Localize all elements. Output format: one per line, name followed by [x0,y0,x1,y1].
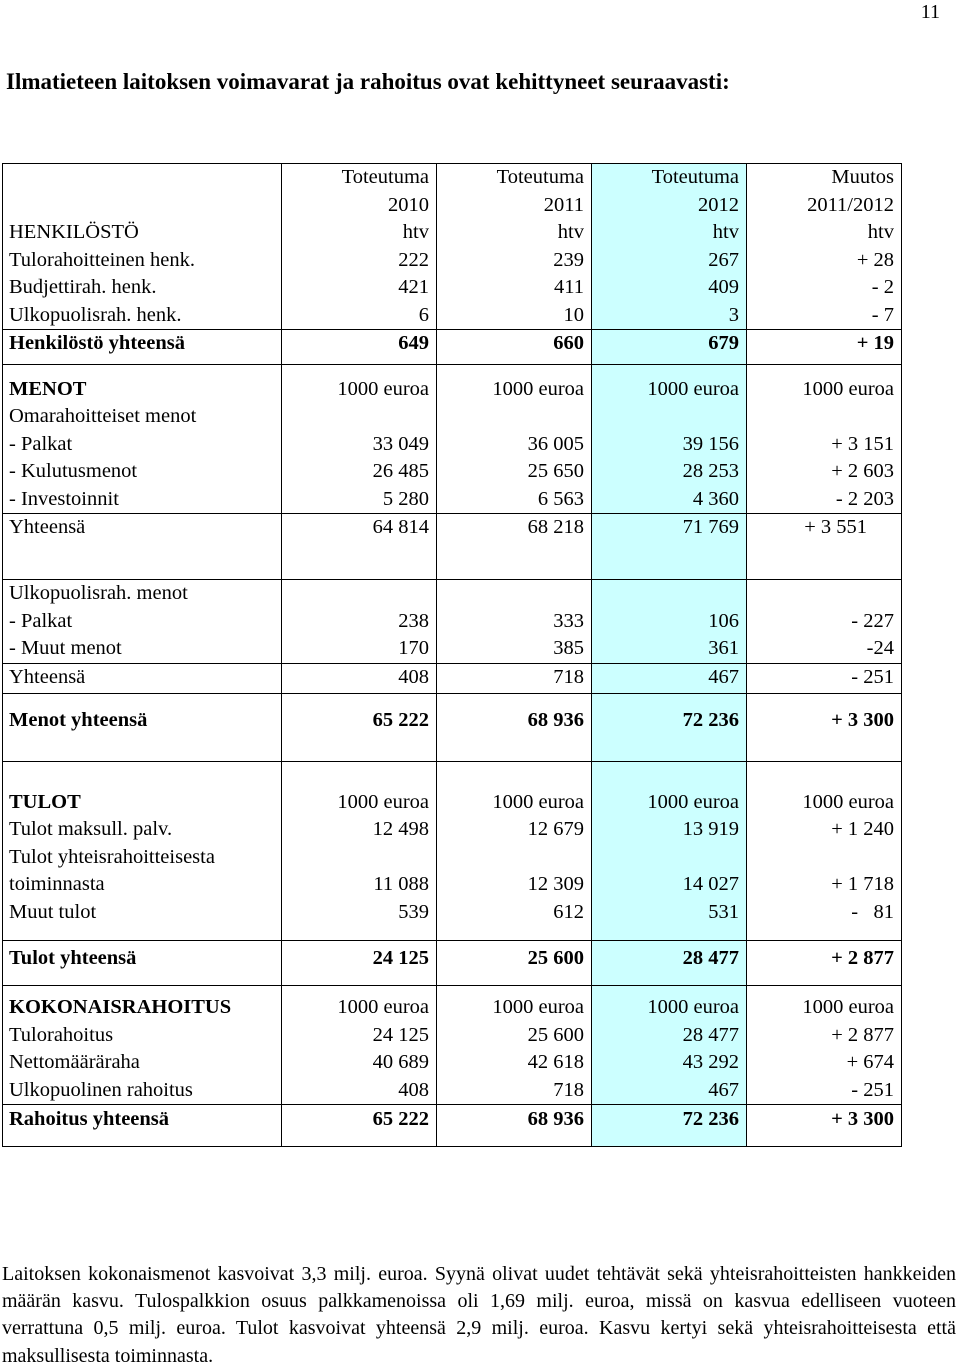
value-cell: 39 156 [682,432,739,455]
section-menot-ext [3,580,902,664]
row-label: - Investoinnit [9,487,119,510]
finance-table-container [2,163,902,1147]
unit-cell: 1000 euroa [337,790,429,813]
value-cell: + 1 240 [831,818,894,840]
tulot-total-label: Tulot yhteensä [3,941,282,986]
menot-ext-col-2011 [437,580,592,664]
row-label: Nettomääräraha [9,1051,140,1073]
value-cell: 6 563 [537,487,584,510]
unit-cell: 1000 euroa [647,377,739,400]
unit-cell: 1000 euroa [492,790,584,813]
value-cell: + 1 718 [831,873,894,895]
column-header-line1: Toteutuma [651,166,739,188]
finance-table [2,163,902,1147]
value-cell: 467 [708,1078,739,1101]
row-label: Tulot maksull. palv. [9,818,173,840]
value-cell: - 81 [851,900,894,923]
value-cell: 10 [563,303,584,326]
value-cell: + 674 [846,1051,894,1073]
section-henkilosto [3,164,902,330]
value-cell: 12 498 [372,818,429,840]
section-tulot [3,761,902,941]
menot-ext-col-2010 [282,580,437,664]
tulot-col-2010 [282,761,437,941]
rahoitus-labels [3,986,282,1105]
tulot-col-2012 [592,761,747,941]
page-title: Ilmatieteen laitoksen voimavarat ja rahoitus ovat kehittyneet seuraavasti: [6,69,730,94]
section-rahoitus [3,986,902,1105]
rahoitus-total-label: Rahoitus yhteensä [3,1105,282,1147]
column-header-line2: 2011/2012 [807,193,894,216]
value-cell: 5 280 [382,487,429,510]
value-cell: 6 [418,303,429,326]
rahoitus-col-2012 [592,986,747,1105]
value-cell: -24 [866,637,894,659]
row-menot-own-total [3,514,902,580]
row-label: - Palkat [9,432,73,455]
henkilosto-col-2011 [437,164,592,330]
value-cell: 267 [708,248,739,271]
value-cell: 11 088 [373,873,429,895]
total-cell: 25 600 [437,941,592,986]
value-cell: 539 [398,900,429,923]
unit-cell: 1000 euroa [337,996,429,1018]
value-cell: 718 [553,1078,584,1101]
total-cell: - 251 [747,663,902,693]
value-cell: 238 [398,609,429,632]
unit-cell: htv [402,221,429,243]
value-cell: - 227 [851,609,894,632]
row-label: Budjettirah. henk. [9,276,157,298]
total-cell: + 2 877 [747,941,902,986]
henkilosto-col-2010 [282,164,437,330]
value-cell: 361 [708,637,739,659]
value-cell: 408 [398,1078,429,1101]
menot-ext-labels [3,580,282,664]
value-cell: 25 600 [527,1023,584,1046]
row-label: Muut tulot [9,900,97,923]
menot-ext-col-change [747,580,902,664]
value-cell: 409 [708,276,739,298]
total-cell: 71 769 [592,514,747,580]
henkilosto-total-label: Henkilöstö yhteensä [3,330,282,365]
menot-own-col-change [747,364,902,514]
value-cell: 24 125 [372,1023,429,1046]
column-header-line2: 2010 [388,193,429,216]
row-label: Tulot yhteisrahoitteisesta [9,845,215,868]
henkilosto-col-2012 [592,164,747,330]
value-cell: 385 [553,637,584,659]
unit-cell: 1000 euroa [802,996,894,1018]
value-cell: 12 679 [527,818,584,840]
unit-cell: 1000 euroa [492,377,584,400]
henkilosto-labels [3,164,282,330]
total-cell: + 3 551 [747,514,902,580]
row-tulot-total [3,941,902,986]
value-cell: 25 650 [527,460,584,482]
value-cell: 531 [708,900,739,923]
value-cell: 26 485 [372,460,429,482]
total-cell: 68 936 [437,1105,592,1147]
value-cell: + 2 877 [831,1023,894,1046]
unit-cell: 1000 euroa [492,996,584,1018]
value-cell: 33 049 [372,432,429,455]
rahoitus-col-change [747,986,902,1105]
value-cell: 333 [553,609,584,632]
total-cell: 24 125 [282,941,437,986]
row-label: - Palkat [9,609,73,632]
row-label: - Kulutusmenot [9,460,138,482]
henkilosto-col-change [747,164,902,330]
row-label: Ulkopuolisrah. henk. [9,303,182,326]
value-cell: - 2 203 [835,487,894,510]
value-cell: 3 [728,303,739,326]
value-cell: 106 [708,609,739,632]
menot-own-labels [3,364,282,514]
total-cell: 72 236 [592,693,747,761]
value-cell: 36 005 [527,432,584,455]
tulot-col-2011 [437,761,592,941]
row-label: Tulorahoitus [9,1023,114,1046]
tulot-heading-label: TULOT [9,790,81,813]
value-cell: 28 477 [682,1023,739,1046]
value-cell: 612 [553,900,584,923]
total-cell: + 19 [747,330,902,365]
total-cell: 718 [437,663,592,693]
page-number: 11 [920,1,940,23]
total-cell: + 3 300 [747,693,902,761]
row-menot-ext-total [3,663,902,693]
unit-cell: 1000 euroa [337,377,429,400]
value-cell: - 251 [851,1078,894,1101]
value-cell: 43 292 [682,1051,739,1073]
total-cell: 72 236 [592,1105,747,1147]
value-cell: 411 [554,276,584,298]
tulot-col-change [747,761,902,941]
value-cell: - 7 [871,303,894,326]
value-cell: 14 027 [682,873,739,895]
row-label: Ulkopuolinen rahoitus [9,1078,193,1101]
menot-own-total-label: Yhteensä [3,514,282,580]
column-header-line2: 2011 [543,193,584,216]
column-header-line2: 2012 [698,193,739,216]
value-cell: 12 309 [527,873,584,895]
unit-cell: htv [867,221,894,243]
row-henkilosto-total [3,330,902,365]
total-cell: 68 218 [437,514,592,580]
menot-own-col-2011 [437,364,592,514]
menot-grand-total-label: Menot yhteensä [3,693,282,761]
total-cell: + 3 300 [747,1105,902,1147]
unit-cell: 1000 euroa [802,377,894,400]
unit-cell: 1000 euroa [647,996,739,1018]
column-header-line1: Toteutuma [341,166,429,188]
row-label: Tulorahoitteinen henk. [9,248,196,271]
total-cell: 68 936 [437,693,592,761]
rahoitus-heading-label: KOKONAISRAHOITUS [9,996,232,1018]
value-cell: 40 689 [372,1051,429,1073]
value-cell: - 2 [871,276,894,298]
column-header-line1: Muutos [831,166,894,188]
total-cell: 64 814 [282,514,437,580]
subsection-title: Omarahoitteiset menot [9,405,197,427]
unit-cell: 1000 euroa [647,790,739,813]
value-cell: + 28 [856,248,894,271]
row-menot-grand-total [3,693,902,761]
total-cell: 408 [282,663,437,693]
unit-cell: 1000 euroa [802,790,894,813]
total-cell: 467 [592,663,747,693]
menot-ext-col-2012 [592,580,747,664]
value-cell: + 3 151 [831,432,894,455]
unit-cell: htv [557,221,584,243]
footnote-text: Laitoksen kokonaismenot kasvoivat 3,3 milj. euroa. Syynä olivat uudet tehtävät sekä yhteisrahoitteisten hankkeiden määrän kasvu. Tulospalkkion osuus palkkamenoissa oli 1,69 milj. euroa, missä on kasvua edelliseen vuoteen verrattuna 0,5 milj. euroa. Tulot kasvoivat yhteensä 2,9 milj. euroa. Kasvu kertyi sekä yhteisrahoitteisesta että maksullisesta toiminnasta. [2,1263,956,1367]
henkilosto-heading-label: HENKILÖSTÖ [9,221,139,243]
total-cell: 679 [592,330,747,365]
total-cell: 65 222 [282,1105,437,1147]
total-cell: 649 [282,330,437,365]
value-cell: 421 [398,276,429,298]
total-cell: 660 [437,330,592,365]
value-cell: 170 [398,637,429,659]
rahoitus-col-2010 [282,986,437,1105]
subsection-title: Ulkopuolisrah. menot [9,582,188,604]
value-cell: 4 360 [692,487,739,510]
value-cell: 42 618 [527,1051,584,1073]
value-cell: + 2 603 [831,460,894,482]
value-cell: 239 [553,248,584,271]
column-header-line1: Toteutuma [496,166,584,188]
rahoitus-col-2011 [437,986,592,1105]
unit-cell: htv [712,221,739,243]
menot-ext-total-label: Yhteensä [3,663,282,693]
total-cell: 65 222 [282,693,437,761]
section-menot-own [3,364,902,514]
menot-heading-label: MENOT [9,377,87,400]
menot-own-col-2012 [592,364,747,514]
row-label: - Muut menot [9,637,122,659]
row-label: toiminnasta [9,873,105,895]
value-cell: 222 [398,248,429,271]
footnote-paragraph [2,1261,956,1370]
tulot-labels [3,761,282,941]
row-rahoitus-total [3,1105,902,1147]
menot-own-col-2010 [282,364,437,514]
value-cell: 13 919 [682,818,739,840]
total-cell: 28 477 [592,941,747,986]
value-cell: 28 253 [682,460,739,482]
